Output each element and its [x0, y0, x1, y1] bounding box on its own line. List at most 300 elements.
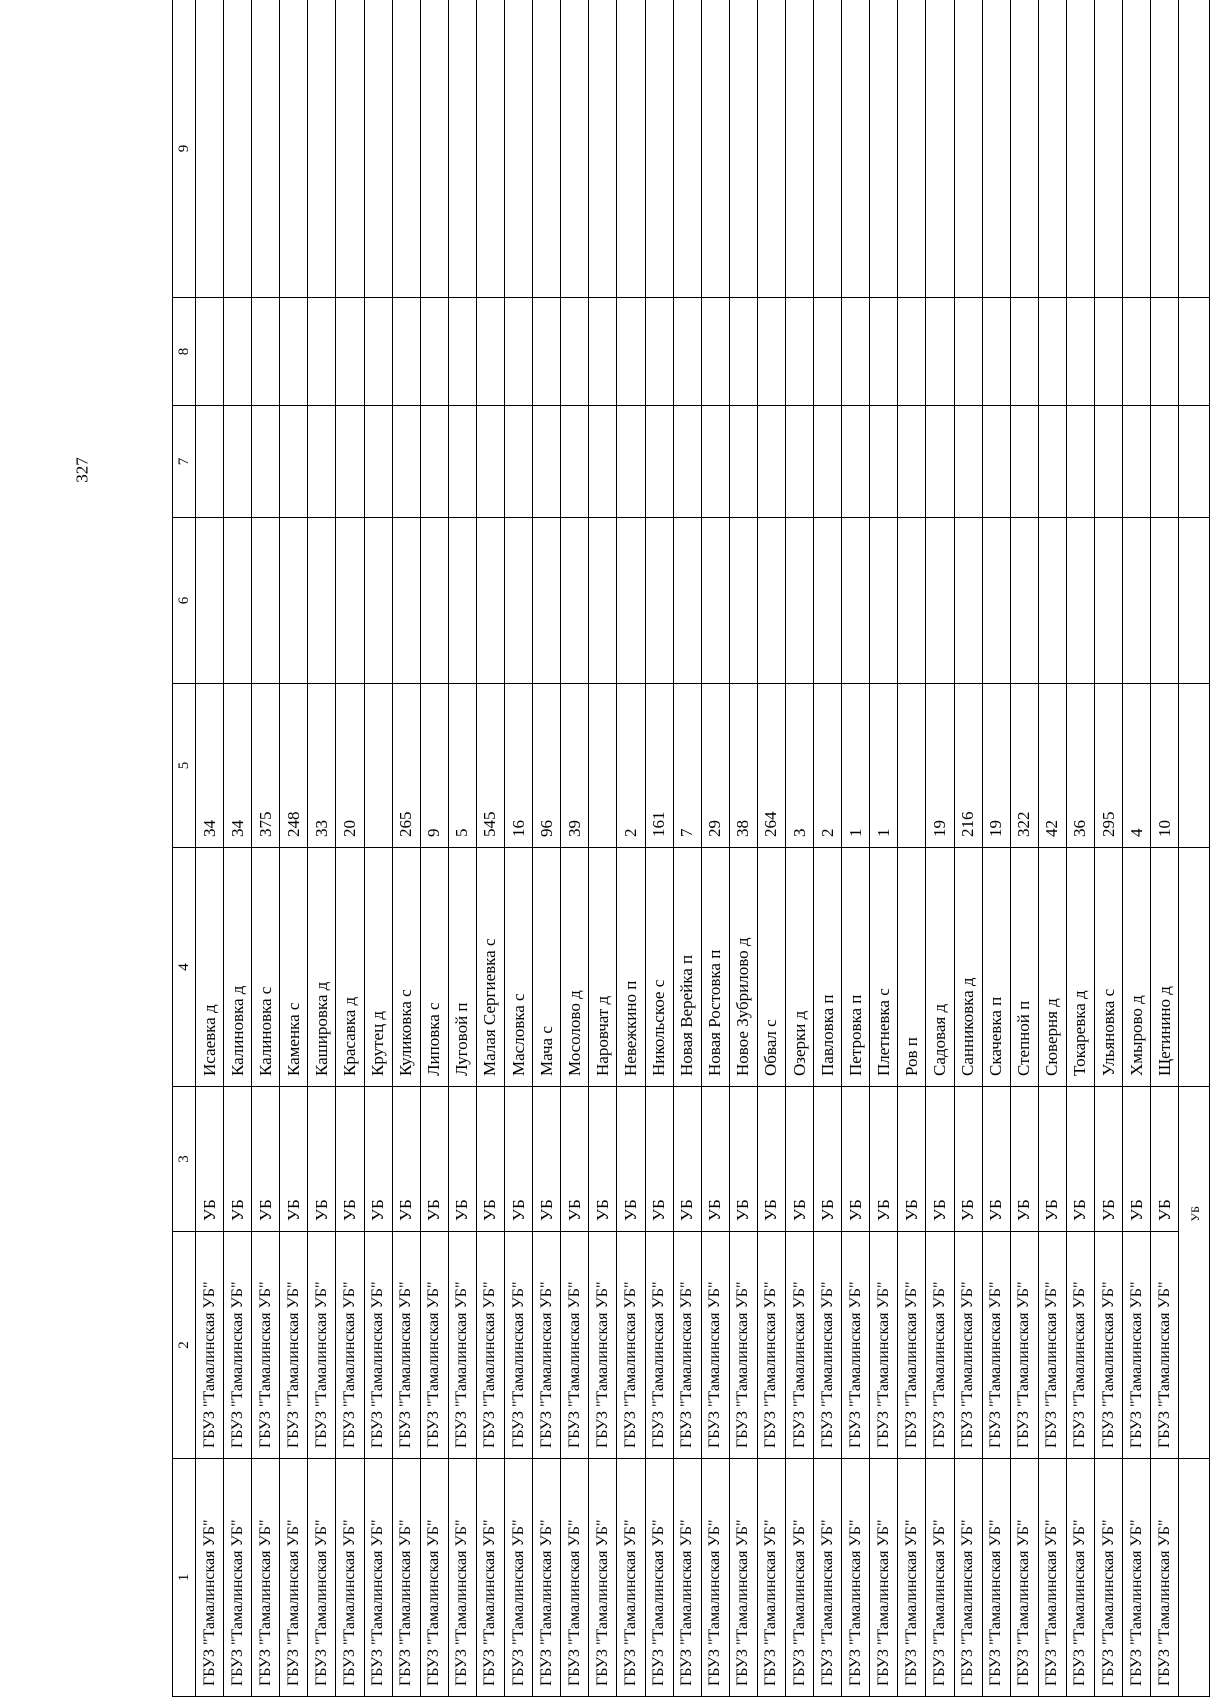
table-cell [336, 0, 364, 298]
table-cell [673, 406, 701, 518]
table-cell: УБ [1010, 1087, 1038, 1232]
table-row [926, 0, 954, 1697]
table-cell [1179, 1459, 1210, 1697]
table-cell: УБ [1066, 1087, 1094, 1232]
table-cell: ГБУЗ "Тамалинская УБ" [617, 1232, 645, 1459]
table-cell [1151, 406, 1179, 518]
table-cell: ГБУЗ "Тамалинская УБ" [1123, 1232, 1151, 1459]
table-cell [392, 298, 420, 406]
table-cell: Плетневка с [870, 848, 898, 1087]
table-cell [1010, 518, 1038, 684]
table-cell [1066, 406, 1094, 518]
table-cell: ГБУЗ "Тамалинская УБ" [870, 1232, 898, 1459]
table-cell: Исаевка д [196, 848, 224, 1087]
table-cell [1095, 0, 1123, 298]
table-cell [870, 406, 898, 518]
table-cell [1151, 0, 1179, 298]
table-row [1123, 0, 1151, 1697]
table-cell: 34 [196, 684, 224, 848]
table-body [196, 0, 1210, 1697]
table-cell [1151, 518, 1179, 684]
table-cell [1010, 298, 1038, 406]
table-cell: Красавка д [336, 848, 364, 1087]
table-cell [505, 298, 533, 406]
table-cell [224, 406, 252, 518]
table-cell: УБ [785, 1087, 813, 1232]
table-cell: ГБУЗ "Тамалинская УБ" [533, 1459, 561, 1697]
table-cell [701, 0, 729, 298]
table-cell [196, 406, 224, 518]
table-cell: Невежкино п [617, 848, 645, 1087]
table-cell: Малая Сергиевка с [476, 848, 504, 1087]
table-cell [785, 298, 813, 406]
table-cell [617, 298, 645, 406]
table-cell: Хмырово д [1123, 848, 1151, 1087]
table-cell: ГБУЗ "Тамалинская УБ" [420, 1459, 448, 1697]
table-cell: Павловка п [814, 848, 842, 1087]
table-cell [1179, 1087, 1210, 1232]
table-cell: УБ [926, 1087, 954, 1232]
table-cell [814, 0, 842, 298]
table-cell: 39 [561, 684, 589, 848]
table-cell: ГБУЗ "Тамалинская УБ" [364, 1459, 392, 1697]
table-cell [842, 406, 870, 518]
table-cell: Санниковка д [954, 848, 982, 1087]
table-row [982, 0, 1010, 1697]
table-row [814, 0, 842, 1697]
table-cell: УБ [336, 1087, 364, 1232]
table-cell: ГБУЗ "Тамалинская УБ" [308, 1232, 336, 1459]
table-cell [1066, 298, 1094, 406]
table-cell: УБ [954, 1087, 982, 1232]
table-cell [729, 0, 757, 298]
column-header: 1 [173, 1459, 196, 1697]
table-cell: УБ [757, 1087, 785, 1232]
table-cell: ГБУЗ "Тамалинская УБ" [1010, 1232, 1038, 1459]
table-cell [898, 0, 926, 298]
table-cell: Липовка с [420, 848, 448, 1087]
table-cell: 2 [617, 684, 645, 848]
column-number-row [173, 0, 196, 1697]
table-cell: ГБУЗ "Тамалинская УБ" [673, 1232, 701, 1459]
table-cell: 9 [420, 684, 448, 848]
table-cell: ГБУЗ "Тамалинская УБ" [224, 1232, 252, 1459]
table-cell: Токаревка д [1066, 848, 1094, 1087]
table-cell: 248 [280, 684, 308, 848]
table-cell: ГБУЗ "Тамалинская УБ" [814, 1459, 842, 1697]
table-cell [589, 298, 617, 406]
table-row [224, 0, 252, 1697]
table-cell [926, 298, 954, 406]
table-cell: ГБУЗ "Тамалинская УБ" [1095, 1232, 1123, 1459]
table-cell: УБ [1095, 1087, 1123, 1232]
table-cell: ГБУЗ "Тамалинская УБ" [701, 1232, 729, 1459]
table-cell: УБ [870, 1087, 898, 1232]
table-row [364, 0, 392, 1697]
table-cell [1038, 0, 1066, 298]
table-cell [505, 406, 533, 518]
table-cell: ГБУЗ "Тамалинская УБ" [617, 1459, 645, 1697]
table-cell: ГБУЗ "Тамалинская УБ" [1151, 1232, 1179, 1459]
table-cell [336, 406, 364, 518]
table-cell: УБ [533, 1087, 561, 1232]
table-cell [448, 0, 476, 298]
table-row [448, 0, 476, 1697]
table-row [870, 0, 898, 1697]
table-cell: Новая Верейка п [673, 848, 701, 1087]
table-cell: УБ [617, 1087, 645, 1232]
table-cell [280, 298, 308, 406]
table-cell [617, 0, 645, 298]
table-row [533, 0, 561, 1697]
table-cell [252, 518, 280, 684]
table-cell [308, 518, 336, 684]
table-row [392, 0, 420, 1697]
table-cell [533, 518, 561, 684]
table-cell [1010, 406, 1038, 518]
table-cell: Наровчат д [589, 848, 617, 1087]
table-cell: ГБУЗ "Тамалинская УБ" [561, 1232, 589, 1459]
table-cell [224, 0, 252, 298]
table-row [729, 0, 757, 1697]
table-cell: ГБУЗ "Тамалинская УБ" [420, 1232, 448, 1459]
table-row [898, 0, 926, 1697]
table-cell: 42 [1038, 684, 1066, 848]
table-cell: УБ [1038, 1087, 1066, 1232]
table-cell [1095, 298, 1123, 406]
table-cell [1066, 0, 1094, 298]
table-cell [898, 684, 926, 848]
column-header: 9 [173, 0, 196, 298]
data-table [172, 0, 1210, 1697]
table-cell [673, 298, 701, 406]
table-cell [589, 406, 617, 518]
table-cell: 19 [926, 684, 954, 848]
table-cell: ГБУЗ "Тамалинская УБ" [1095, 1459, 1123, 1697]
table-cell [982, 0, 1010, 298]
table-cell [1179, 518, 1210, 684]
table-cell: 1 [870, 684, 898, 848]
table-cell: ГБУЗ "Тамалинская УБ" [1038, 1232, 1066, 1459]
table-row [280, 0, 308, 1697]
table-cell: УБ [673, 1087, 701, 1232]
table-cell [1179, 684, 1210, 848]
table-cell [224, 518, 252, 684]
table-cell [645, 518, 673, 684]
table-cell: УБ [1151, 1087, 1179, 1232]
table-cell: Крутец д [364, 848, 392, 1087]
table-cell [196, 518, 224, 684]
table-cell [505, 0, 533, 298]
table-cell [757, 0, 785, 298]
table-cell [364, 684, 392, 848]
table-cell: 545 [476, 684, 504, 848]
column-header: 7 [173, 406, 196, 518]
table-cell: ГБУЗ "Тамалинская УБ" [476, 1459, 504, 1697]
table-cell: ГБУЗ "Тамалинская УБ" [1010, 1459, 1038, 1697]
table-cell [785, 0, 813, 298]
table-cell [1095, 518, 1123, 684]
table-cell [1179, 0, 1210, 298]
table-cell: УБ [561, 1087, 589, 1232]
table-cell [364, 298, 392, 406]
table-cell: УБ [364, 1087, 392, 1232]
table-cell [1179, 1232, 1210, 1459]
table-cell [308, 298, 336, 406]
table-cell [1095, 406, 1123, 518]
table-cell: ГБУЗ "Тамалинская УБ" [757, 1232, 785, 1459]
table-cell: 7 [673, 684, 701, 848]
table-cell: ГБУЗ "Тамалинская УБ" [448, 1459, 476, 1697]
table-cell [1123, 406, 1151, 518]
table-cell [196, 0, 224, 298]
cut-row-fragment: УБ [1187, 1206, 1202, 1222]
table-cell [561, 406, 589, 518]
table-row [505, 0, 533, 1697]
table-cell [645, 406, 673, 518]
table-cell [420, 0, 448, 298]
table-cell: УБ [308, 1087, 336, 1232]
table-cell [252, 298, 280, 406]
table-cell [926, 518, 954, 684]
table-row [420, 0, 448, 1697]
table-cell: УБ [448, 1087, 476, 1232]
table-cell: Петровка п [842, 848, 870, 1087]
table-cell: Новая Ростовка п [701, 848, 729, 1087]
table-cell: ГБУЗ "Тамалинская УБ" [842, 1459, 870, 1697]
table-cell: 265 [392, 684, 420, 848]
table-cell [392, 518, 420, 684]
table-cell [448, 518, 476, 684]
table-cell [589, 518, 617, 684]
table-cell: 38 [729, 684, 757, 848]
table-cell: 10 [1151, 684, 1179, 848]
table-cell [617, 406, 645, 518]
table-cell: УБ [645, 1087, 673, 1232]
table-cell: ГБУЗ "Тамалинская УБ" [1066, 1232, 1094, 1459]
table-cell: Калиновка с [252, 848, 280, 1087]
table-cell: ГБУЗ "Тамалинская УБ" [842, 1232, 870, 1459]
table-cell: ГБУЗ "Тамалинская УБ" [505, 1232, 533, 1459]
table-cell: 29 [701, 684, 729, 848]
table-cell: ГБУЗ "Тамалинская УБ" [196, 1459, 224, 1697]
table-cell [476, 0, 504, 298]
table-cell: ГБУЗ "Тамалинская УБ" [336, 1459, 364, 1697]
table-cell [673, 518, 701, 684]
table-row [954, 0, 982, 1697]
table-row [336, 0, 364, 1697]
table-cell: УБ [898, 1087, 926, 1232]
table-cell [954, 0, 982, 298]
table-row [785, 0, 813, 1697]
table-cell [448, 406, 476, 518]
table-cell [1179, 298, 1210, 406]
table-cell: ГБУЗ "Тамалинская УБ" [870, 1459, 898, 1697]
table-cell [280, 0, 308, 298]
table-cell: 16 [505, 684, 533, 848]
table-cell: Никольское с [645, 848, 673, 1087]
table-cell: ГБУЗ "Тамалинская УБ" [308, 1459, 336, 1697]
table-cell [196, 298, 224, 406]
table-cell: Калиновка д [224, 848, 252, 1087]
table-cell [476, 518, 504, 684]
table-cell: ГБУЗ "Тамалинская УБ" [1123, 1459, 1151, 1697]
table-cell [252, 0, 280, 298]
table-cell: УБ [476, 1087, 504, 1232]
table-cell: ГБУЗ "Тамалинская УБ" [280, 1232, 308, 1459]
table-cell [1038, 518, 1066, 684]
page-number: 327 [72, 457, 92, 483]
table-cell [561, 518, 589, 684]
table-cell [336, 518, 364, 684]
table-cell: Щетинино д [1151, 848, 1179, 1087]
table-cell [729, 406, 757, 518]
table-cell: ГБУЗ "Тамалинская УБ" [982, 1459, 1010, 1697]
table-cell [954, 518, 982, 684]
table-cell [701, 518, 729, 684]
table-cell: ГБУЗ "Тамалинская УБ" [645, 1459, 673, 1697]
table-cell: ГБУЗ "Тамалинская УБ" [505, 1459, 533, 1697]
table-cell: УБ [224, 1087, 252, 1232]
table-cell [1179, 406, 1210, 518]
table-row [673, 0, 701, 1697]
table-row [1038, 0, 1066, 1697]
table-cell: Степной п [1010, 848, 1038, 1087]
table-cell: УБ [252, 1087, 280, 1232]
column-header: 8 [173, 298, 196, 406]
table-cell: 216 [954, 684, 982, 848]
table-cell: 2 [814, 684, 842, 848]
table-cell [1010, 0, 1038, 298]
table-cell [926, 406, 954, 518]
table-cell: ГБУЗ "Тамалинская УБ" [252, 1459, 280, 1697]
table-cell: ГБУЗ "Тамалинская УБ" [729, 1459, 757, 1697]
table-cell [954, 298, 982, 406]
table-cell [308, 406, 336, 518]
table-cell: 33 [308, 684, 336, 848]
table-cell [617, 518, 645, 684]
table-cell [701, 298, 729, 406]
table-cell: Обвал с [757, 848, 785, 1087]
table-cell [533, 0, 561, 298]
table-cell [870, 0, 898, 298]
table-row [1066, 0, 1094, 1697]
table-cell [926, 0, 954, 298]
table-cell [476, 406, 504, 518]
table-cell [842, 0, 870, 298]
table-cell: Садовая д [926, 848, 954, 1087]
table-cell [336, 298, 364, 406]
table-cell: Ров п [898, 848, 926, 1087]
table-cell: Сюверня д [1038, 848, 1066, 1087]
table-cell [729, 298, 757, 406]
table-row [196, 0, 224, 1697]
table-cell: Куликовка с [392, 848, 420, 1087]
table-cell: УБ [842, 1087, 870, 1232]
table-cell: ГБУЗ "Тамалинская УБ" [589, 1459, 617, 1697]
table-cell: УБ [505, 1087, 533, 1232]
table-cell [1151, 298, 1179, 406]
table-cell [870, 298, 898, 406]
table-row [1010, 0, 1038, 1697]
table-cell: ГБУЗ "Тамалинская УБ" [898, 1232, 926, 1459]
table-row [757, 0, 785, 1697]
table-cell: ГБУЗ "Тамалинская УБ" [196, 1232, 224, 1459]
table-cell: ГБУЗ "Тамалинская УБ" [1066, 1459, 1094, 1697]
table-cell: 322 [1010, 684, 1038, 848]
table-cell: ГБУЗ "Тамалинская УБ" [982, 1232, 1010, 1459]
table-cell: 20 [336, 684, 364, 848]
table-cell [757, 406, 785, 518]
table-cell: 375 [252, 684, 280, 848]
table-cell [392, 406, 420, 518]
table-row-cut [1179, 0, 1210, 1697]
table-cell [842, 298, 870, 406]
table-cell: ГБУЗ "Тамалинская УБ" [533, 1232, 561, 1459]
table-cell: УБ [392, 1087, 420, 1232]
table-cell: ГБУЗ "Тамалинская УБ" [701, 1459, 729, 1697]
table-cell: 264 [757, 684, 785, 848]
table-cell: ГБУЗ "Тамалинская УБ" [561, 1459, 589, 1697]
table-cell: Луговой п [448, 848, 476, 1087]
table-cell [364, 518, 392, 684]
table-cell: ГБУЗ "Тамалинская УБ" [392, 1459, 420, 1697]
table-cell: ГБУЗ "Тамалинская УБ" [645, 1232, 673, 1459]
table-cell: ГБУЗ "Тамалинская УБ" [729, 1232, 757, 1459]
table-cell: ГБУЗ "Тамалинская УБ" [926, 1459, 954, 1697]
table-cell: Ульяновка с [1095, 848, 1123, 1087]
table-cell [785, 406, 813, 518]
table-cell: Новое Зубрилово д [729, 848, 757, 1087]
table-cell: Мача с [533, 848, 561, 1087]
table-cell: ГБУЗ "Тамалинская УБ" [954, 1232, 982, 1459]
table-cell: ГБУЗ "Тамалинская УБ" [476, 1232, 504, 1459]
table-cell [589, 684, 617, 848]
table-row [308, 0, 336, 1697]
table-cell [589, 0, 617, 298]
table-cell [757, 298, 785, 406]
rotated-table-container [172, 0, 1202, 1697]
table-cell [954, 406, 982, 518]
column-header: 2 [173, 1232, 196, 1459]
table-cell: 1 [842, 684, 870, 848]
table-row [617, 0, 645, 1697]
table-cell: ГБУЗ "Тамалинская УБ" [1038, 1459, 1066, 1697]
table-cell: 3 [785, 684, 813, 848]
table-row [589, 0, 617, 1697]
table-cell: ГБУЗ "Тамалинская УБ" [757, 1459, 785, 1697]
table-row [701, 0, 729, 1697]
table-cell: 295 [1095, 684, 1123, 848]
table-row [1151, 0, 1179, 1697]
table-cell [392, 0, 420, 298]
table-cell [280, 518, 308, 684]
table-cell [814, 518, 842, 684]
table-cell: УБ [420, 1087, 448, 1232]
column-header: 6 [173, 518, 196, 684]
table-cell [673, 0, 701, 298]
table-cell [505, 518, 533, 684]
table-cell: 4 [1123, 684, 1151, 848]
table-cell [1123, 518, 1151, 684]
table-cell: 36 [1066, 684, 1094, 848]
table-cell [982, 518, 1010, 684]
table-cell: ГБУЗ "Тамалинская УБ" [448, 1232, 476, 1459]
table-cell: УБ [701, 1087, 729, 1232]
table-cell [280, 406, 308, 518]
table-cell [814, 298, 842, 406]
column-header: 5 [173, 684, 196, 848]
